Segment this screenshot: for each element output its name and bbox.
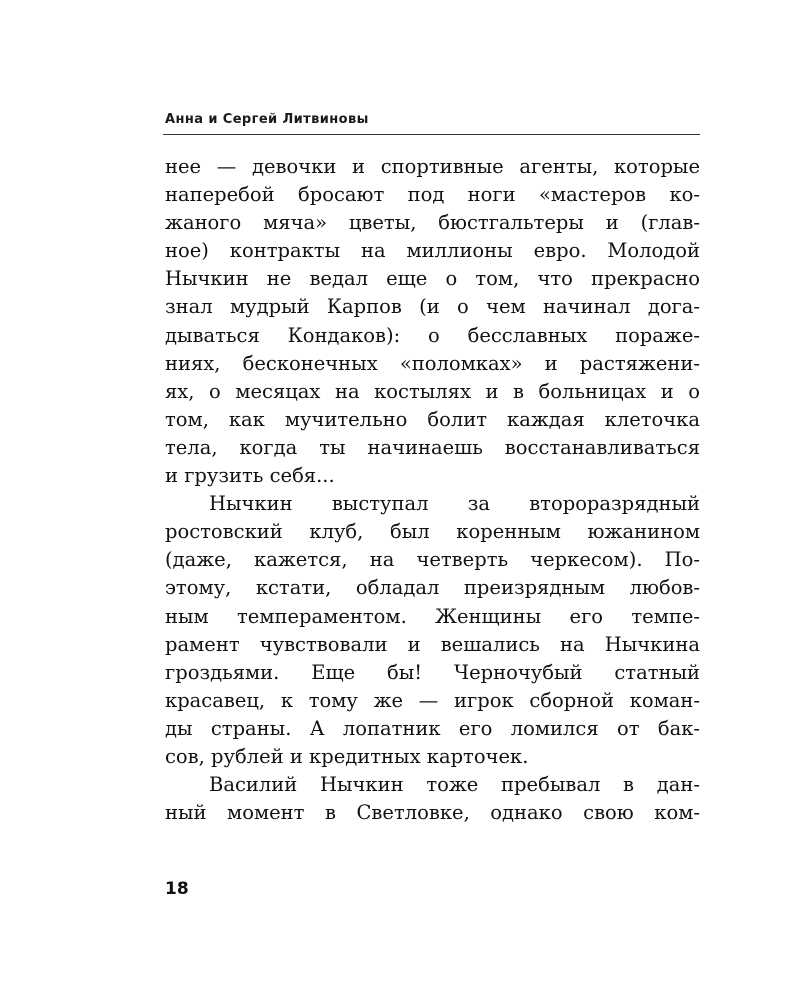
text-line: ным темпераментом. Женщины его темпе- xyxy=(165,604,700,628)
paragraph-3 xyxy=(165,771,700,827)
text-line: сов, рублей и кредитных карточек. xyxy=(165,744,529,768)
text-line: тела, когда ты начинаешь восстанавливаться xyxy=(165,435,700,459)
text-line: этому, кстати, обладал преизрядным любов- xyxy=(165,576,700,600)
header-rule xyxy=(163,134,700,135)
text-line: (даже, кажется, на четверть черкесом). По- xyxy=(165,548,700,572)
text-line: знал мудрый Карпов (и о чем начинал дога- xyxy=(165,295,700,319)
text-line: том, как мучительно болит каждая клеточка xyxy=(165,407,700,431)
text-line: Нычкин не ведал еще о том, что прекрасно xyxy=(165,267,700,291)
text-line: нее — девочки и спортивные агенты, которые xyxy=(165,155,700,178)
text-line: ды страны. А лопатник его ломился от бак- xyxy=(165,716,700,740)
text-line: ниях, бесконечных «поломках» и растяжени- xyxy=(165,351,700,375)
page-number: 18 xyxy=(165,879,189,899)
text-line: красавец, к тому же — игрок сборной коман- xyxy=(165,688,700,712)
text-line: ростовский клуб, был коренным южанином xyxy=(165,520,700,544)
text-line: ный момент в Светловке, однако свою ком- xyxy=(165,801,700,825)
text-line: рамент чувствовали и вешались на Нычкина xyxy=(165,632,700,656)
text-line: наперебой бросают под ноги «мастеров ко- xyxy=(165,183,700,207)
paragraph-2 xyxy=(165,490,700,771)
text-line: Василий Нычкин тоже пребывал в дан- xyxy=(209,773,700,797)
body-text xyxy=(165,153,700,827)
text-line: дываться Кондаков): о бесславных пораже- xyxy=(165,323,700,347)
paragraph-1 xyxy=(165,153,700,490)
running-head: Анна и Сергей Литвиновы xyxy=(165,112,369,127)
text-line: жаного мяча» цветы, бюстгальтеры и (глав- xyxy=(165,211,700,235)
text-line: ное) контракты на миллионы евро. Молодой xyxy=(165,239,700,263)
text-line: гроздьями. Еще бы! Черночубый статный xyxy=(165,660,700,684)
text-line: и грузить себя... xyxy=(165,464,335,488)
text-line: ях, о месяцах на костылях и в больницах и о xyxy=(165,379,700,403)
text-line: Нычкин выступал за второразрядный xyxy=(209,492,700,516)
